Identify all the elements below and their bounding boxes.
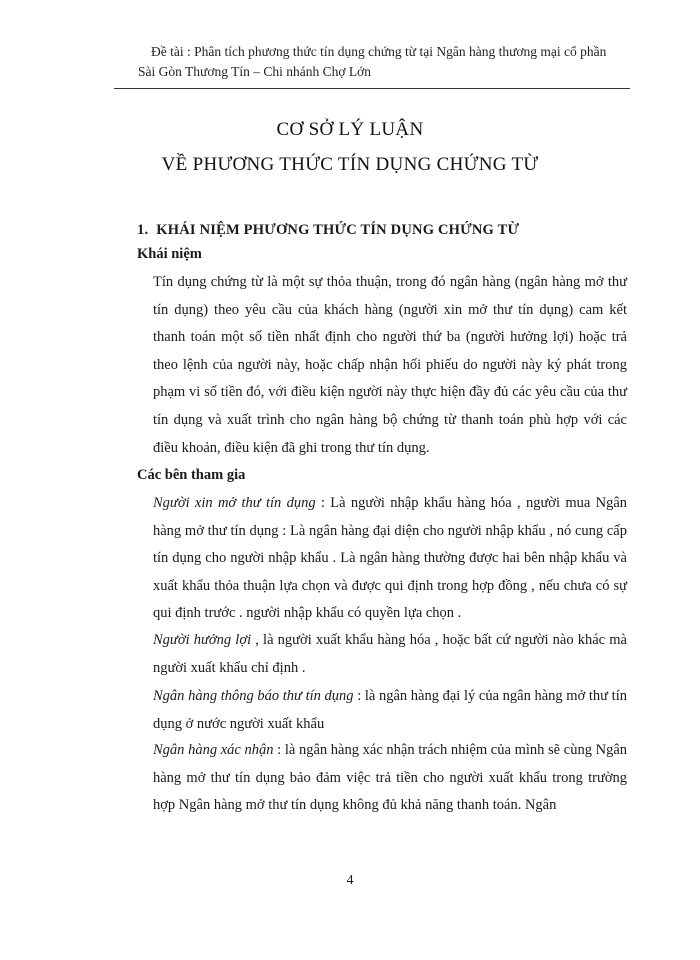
header-line-1: Đề tài : Phân tích phương thức tín dụng chứng từ tại Ngân hàng thương mại cổ phần	[151, 44, 607, 59]
header-divider	[114, 88, 630, 89]
party-description: , là người xuất khẩu hàng hóa , hoặc bất cứ người nào khác mà người xuất khẩu chỉ định .	[153, 632, 627, 676]
party-description: : Là người nhập khẩu hàng hóa , người mua Ngân hàng mở thư tín dụng : Là ngân hàng đại diện cho người nhập khẩu , nó cung cấp tín dụng cho người nhập khẩu . Là ngân hàng thường được hai bên nhập khẩu và xuất khẩu thỏa thuận lựa chọn và được qui định trong hợp đồng , nếu chưa có sự qui định trước . người nhập khẩu có quyền lựa chọn .	[153, 495, 628, 622]
party-paragraph	[153, 490, 627, 628]
chapter-title-line-1: CƠ SỞ LÝ LUẬN	[276, 119, 424, 140]
party-term: Ngân hàng thông báo thư tín dụng	[153, 688, 354, 704]
party-description: : là ngân hàng xác nhận trách nhiệm của mình sẽ cùng Ngân hàng mở thư tín dụng bảo đảm việc trả tiền cho người xuất khẩu trong trường hợp Ngân hàng mở thư tín dụng không đủ khả năng thanh toán. Ngân	[153, 742, 628, 814]
header-line-2: Sài Gòn Thương Tín – Chi nhánh Chợ Lớn	[138, 64, 371, 79]
section-number: 1.	[137, 222, 149, 238]
page-number: 4	[346, 873, 354, 888]
party-paragraph	[153, 683, 627, 738]
party-description: : là ngân hàng đại lý của ngân hàng mở thư tín dụng ở nước người xuất khẩu	[153, 688, 627, 732]
definition-paragraph: Tín dụng chứng từ là một sự thỏa thuận, trong đó ngân hàng (ngân hàng mở thư tín dụng) theo yêu cầu của khách hàng (người xin mở thư tín dụng) cam kết thanh toán một số tiền nhất định cho người thứ ba (người hưởng lợi) hoặc trả theo lệnh của người này, hoặc chấp nhận hối phiếu do người này ký phát trong phạm vi số tiền đó, với điều kiện người này thực hiện đầy đủ các yêu cầu của thư tín dụng và xuất trình cho ngân hàng bộ chứng từ thanh toán phù hợp với các điều khoản, điều kiện đã ghi trong thư tín dụng.	[153, 274, 627, 456]
party-paragraph	[153, 737, 627, 820]
running-header	[138, 42, 631, 82]
definition-heading: Khái niệm	[137, 246, 202, 262]
party-term: Người xin mở thư tín dụng	[153, 495, 316, 511]
party-term: Ngân hàng xác nhận	[153, 742, 274, 758]
section-heading-text: KHÁI NIỆM PHƯƠNG THỨC TÍN DỤNG CHỨNG TỪ	[156, 222, 520, 238]
section-heading	[137, 222, 519, 239]
party-term: Người hưởng lợi	[153, 632, 252, 648]
chapter-title-line-2: VỀ PHƯƠNG THỨC TÍN DỤNG CHỨNG TỪ	[161, 154, 539, 175]
parties-heading: Các bên tham gia	[137, 467, 246, 483]
party-paragraph	[153, 627, 627, 682]
